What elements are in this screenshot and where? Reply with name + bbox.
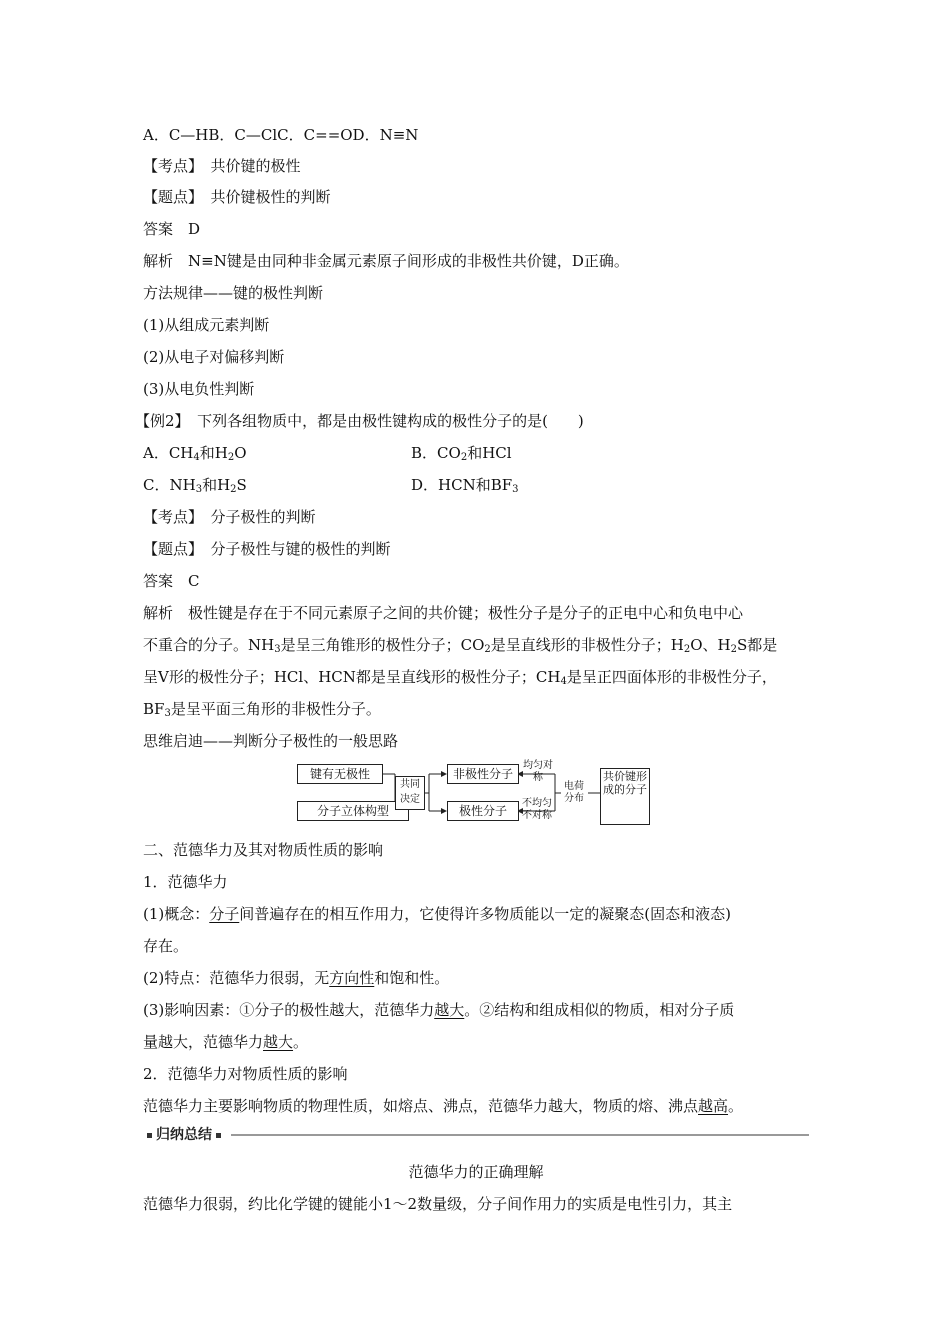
polarity-flow-diagram [295, 760, 660, 828]
square-bullet-icon [147, 1133, 152, 1138]
q1-answer: 答案 D [143, 220, 201, 238]
method-item-1: (1)从组成元素判断 [143, 316, 270, 334]
option-c: C．$NH_3$和$H_2S$ [143, 476, 247, 495]
ex2-tidian: 【题点】 分子极性与键的极性的判断 [143, 540, 391, 558]
q1-tidian: 【题点】 共价键极性的判断 [143, 188, 331, 206]
feature-line: (2)特点：范德华力很弱，无方向性和饱和性。 [143, 969, 450, 987]
label-uniform-symmetric: 均匀对称 [523, 760, 553, 783]
ex2-analysis-line-1: 解析 极性键是存在于不同元素原子之间的共价键；极性分子是分子的正电中心和负电中心 [143, 604, 744, 622]
factor-line-cont: 量越大，范德华力越大。 [143, 1033, 309, 1051]
box-bond-polarity: 键有无极性 [297, 764, 383, 784]
summary-label: 归纳总结 [143, 1124, 225, 1146]
example-2-options-row2 [143, 474, 809, 496]
q1-analysis: 解析 N≡N键是由同种非金属元素原子间形成的非极性共价键，D正确。 [143, 252, 629, 270]
box-nonpolar-molecule: 非极性分子 [447, 764, 519, 784]
concept-line-cont: 存在。 [143, 937, 189, 955]
box-joint-decision: 共同决定 [395, 776, 425, 810]
example-2-options-row1 [143, 442, 809, 464]
example-2-question: 【例2】 下列各组物质中，都是由极性键构成的极性分子的是( ) [135, 412, 584, 430]
option-d: D．HCN和$BF_3$ [411, 476, 519, 495]
method-item-3: (3)从电负性判断 [143, 380, 255, 398]
option-a: A．$CH_4$和$H_2O$ [143, 444, 247, 463]
summary-heading: 范德华力的正确理解 [408, 1163, 544, 1181]
q1-options: A．C—HB．C—ClC．C==OD．N≡N [143, 126, 419, 144]
label-nonuniform-asymmetric: 不均匀不对称 [522, 798, 552, 821]
option-b: B．$CO_2$和HCl [411, 444, 512, 463]
ex2-analysis-line-4: $BF_3$是呈平面三角形的非极性分子。 [143, 700, 381, 719]
method-item-2: (2)从电子对偏移判断 [143, 348, 285, 366]
ex2-answer: 答案 C [143, 572, 200, 590]
box-polar-molecule: 极性分子 [447, 801, 519, 821]
ex2-kaodian: 【考点】 分子极性的判断 [143, 508, 316, 526]
factor-line: (3)影响因素：①分子的极性越大，范德华力越大。②结构和组成相似的物质，相对分子质 [143, 1001, 735, 1019]
summary-paragraph: 范德华力很弱，约比化学键的键能小1～2数量级，分子间作用力的实质是电性引力，其主 [143, 1195, 733, 1213]
thinking-title: 思维启迪——判断分子极性的一般思路 [143, 732, 399, 750]
method-title: 方法规律——键的极性判断 [143, 284, 324, 302]
summary-divider [231, 1134, 809, 1136]
section-2-1-title: 1．范德华力 [143, 873, 228, 891]
ex2-analysis-line-3: 呈V形的极性分子；HCl、HCN都是呈直线形的极性分子；$CH_4$是呈正四面体形的非极性分子， [143, 668, 777, 687]
q1-kaodian: 【考点】 共价键的极性 [143, 157, 301, 175]
effect-line: 范德华力主要影响物质的物理性质，如熔点、沸点，范德华力越大，物质的熔、沸点越高。 [143, 1097, 744, 1115]
box-molecular-shape: 分子立体构型 [297, 801, 409, 821]
ex2-analysis-line-2: 不重合的分子。$NH_3$是呈三角锥形的极性分子；$CO_2$是呈直线形的非极性分子；$H_2O$、$H_2S$都是 [143, 636, 778, 655]
section-2-2-title: 2．范德华力对物质性质的影响 [143, 1065, 348, 1083]
box-covalent-molecule: 共价键形成的分子 [600, 768, 650, 825]
square-bullet-icon [216, 1133, 221, 1138]
label-charge-distribution: 电荷分布 [564, 781, 584, 804]
concept-line: (1)概念：分子间普遍存在的相互作用力，它使得许多物质能以一定的凝聚态(固态和液态) [143, 905, 731, 923]
summary-bar [143, 1124, 809, 1146]
section-2-title: 二、范德华力及其对物质性质的影响 [143, 841, 384, 859]
